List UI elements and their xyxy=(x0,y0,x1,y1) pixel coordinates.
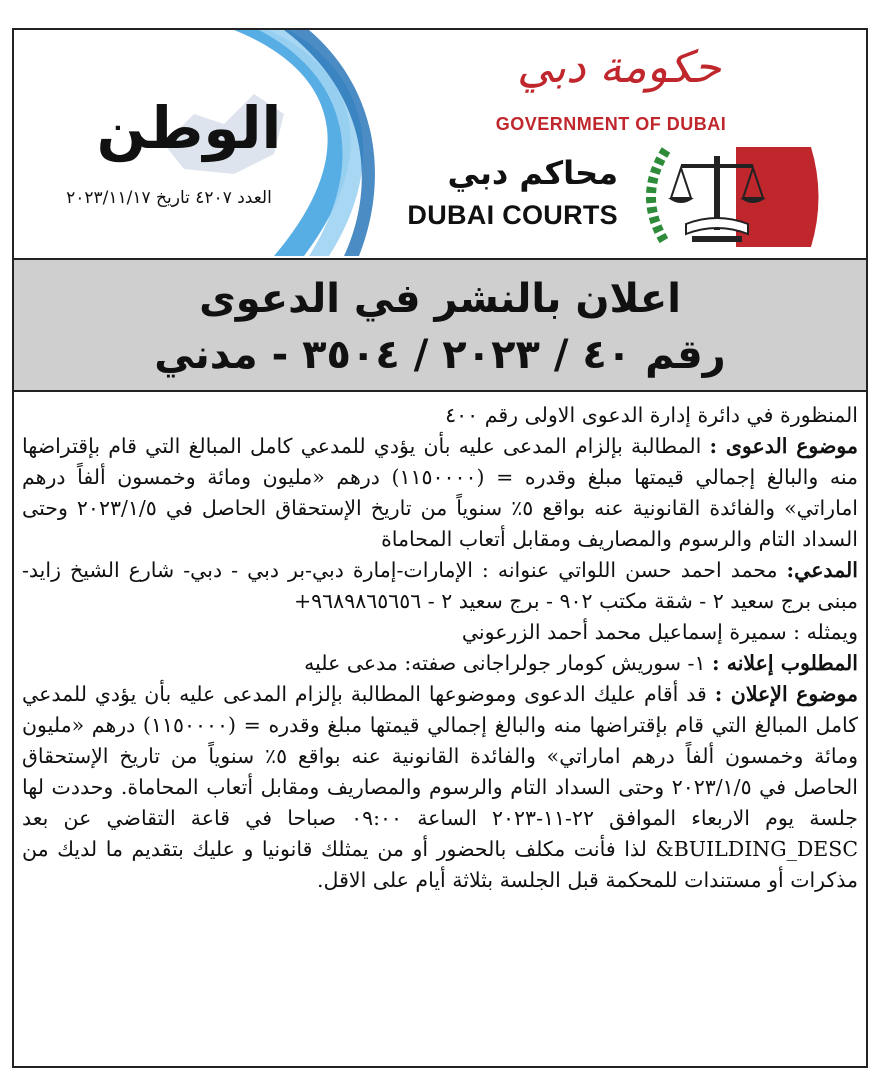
field-label: المطلوب إعلانه : xyxy=(712,651,858,675)
body-paragraph xyxy=(22,679,858,896)
body-paragraph xyxy=(22,555,858,617)
body-paragraph: المنظورة في دائرة إدارة الدعوى الاولى رقم ٤٠٠ xyxy=(445,403,858,427)
field-label: موضوع الدعوى : xyxy=(709,434,858,458)
notice-title-bar xyxy=(14,258,866,392)
body-paragraph: ويمثله : سميرة إسماعيل محمد أحمد الزرعوني xyxy=(461,620,858,644)
field-label: المدعي: xyxy=(786,558,858,582)
header xyxy=(14,30,866,256)
government-logo-en: GOVERNMENT OF DUBAI xyxy=(495,114,727,134)
body-paragraph xyxy=(22,431,858,555)
body-paragraph xyxy=(22,648,858,679)
notice-title: اعلان بالنشر في الدعوى xyxy=(199,276,681,322)
courts-logo-ar: محاكم دبي xyxy=(447,154,618,192)
field-value: قد أقام عليك الدعوى وموضوعها المطالبة بإلزام المدعى عليه بأن يؤدي للمدعي كامل المبالغ التي قام بإقتراضها منه والبالغ إجمالي قيمتها مبلغ وقدره = (١١٥٠٠٠٠) درهم «مليون ومائة وخمسون ألفاً درهم اماراتي» والفائدة القانونية عنه بواقع ٥٪ سنوياً من تاريخ الإستحقاق الحاصل في ٢٠٢٣/١/٥ وحتى السداد التام والرسوم والمصاريف ومقابل أتعاب المحاماة. وحددت لها جلسة يوم الاربعاء الموافق ٢٢-١١-٢٠٢٣ الساعة ٠٩:٠٠ صباحا في قاعة التقاضي عن بعد BUILDING_DESC& لذا فأنت مكلف بالحضور أو من يمثلك قانونيا و عليك بتقديم ما لديك من مذكرات أو مستندات للمحكمة قبل الجلسة بثلاثة أيام على الاقل. xyxy=(22,682,858,892)
scales-emblem-icon xyxy=(626,142,826,252)
government-logo-ar: حكومة دبي xyxy=(517,42,721,93)
field-value: محمد احمد حسن اللواتي عنوانه : الإمارات-إمارة دبي-بر دبي - دبي- شارع الشيخ زايد-مبنى برج سعيد ٢ - شقة مكتب ٩٠٢ - برج سعيد ٢ - ٩٦٨٩٨٦٥٦٥٦+ xyxy=(22,558,858,613)
case-number: رقم ٤٠ / ٢٠٢٣ / ٣٥٠٤ - مدني xyxy=(154,332,726,378)
notice-body xyxy=(22,400,858,1060)
issue-line: العدد ٤٢٠٧ تاريخ ٢٠٢٣/١١/١٧ xyxy=(66,188,272,208)
field-label: موضوع الإعلان : xyxy=(714,682,858,706)
newspaper-masthead: الوطن xyxy=(96,94,282,162)
courts-logo-en: DUBAI COURTS xyxy=(407,200,618,230)
field-value: ١- سوريش كومار جولراجانى صفته: مدعى عليه xyxy=(304,651,713,675)
notice-frame xyxy=(12,28,868,1068)
field-value: المطالبة بإلزام المدعى عليه بأن يؤدي للمدعي كامل المبالغ التي قام بإقتراضها منه والبالغ إجمالي قيمتها مبلغ وقدره = (١١٥٠٠٠٠) درهم «مليون ومائة وخمسون ألفاً درهم اماراتي» والفائدة القانونية عنه بواقع ٥٪ سنوياً من تاريخ الإستحقاق الحاصل في ٢٠٢٣/١/٥ وحتى السداد التام والرسوم والمصاريف ومقابل أتعاب المحاماة xyxy=(22,434,858,551)
